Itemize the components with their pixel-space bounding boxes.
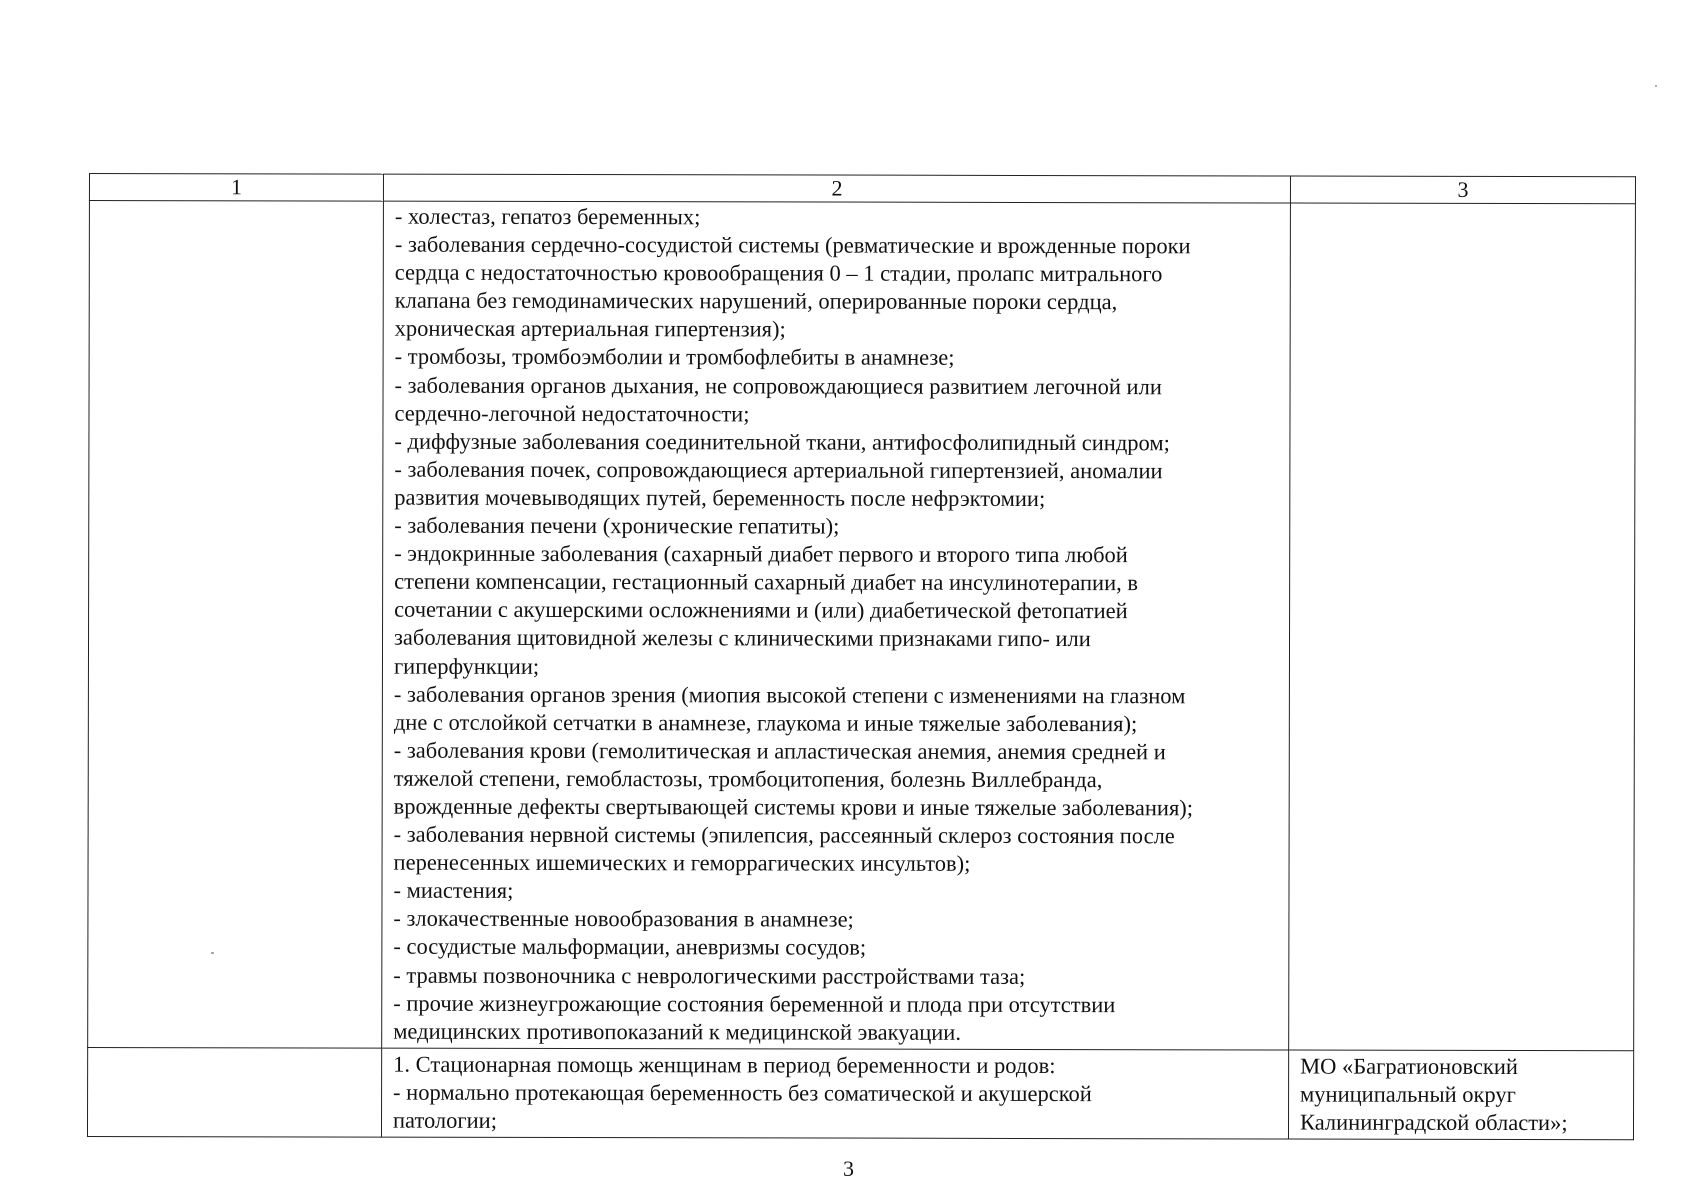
text-line: - заболевания печени (хронические гепатиты);: [394, 512, 840, 539]
header-cell-1: 1: [89, 174, 383, 202]
row1-cell-2: [382, 201, 1291, 1050]
text-line: - эндокринные заболевания (сахарный диабет первого и второго типа любой: [394, 540, 1128, 568]
table-row: [88, 201, 1636, 1051]
text-line: степени компенсации, гестационный сахарный диабет на инсулинотерапии, в: [394, 568, 1139, 596]
text-line: - заболевания крови (гемолитическая и апластическая анемия, анемия средней и: [393, 737, 1166, 765]
row1-col1-text: [90, 201, 383, 206]
document-table: [87, 173, 1636, 1140]
table-row: [87, 1047, 1633, 1140]
row2-col3-text: [1289, 1050, 1633, 1139]
text-line: - тромбозы, тромбоэмболии и тромбофлебиты в анамнезе;: [394, 344, 955, 371]
row1-cell-3: [1289, 203, 1636, 1051]
text-line: МО «Багратионовский: [1300, 1053, 1518, 1079]
row2-cell-1: [87, 1047, 381, 1137]
text-line: сердечно-легочной недостаточности;: [394, 400, 750, 427]
text-line: клапана без гемодинамических нарушений, оперированные пороки сердца,: [394, 287, 1118, 315]
header-cell-3: 3: [1290, 176, 1635, 204]
text-line: - заболевания почек, сопровождающиеся артериальной гипертензией, аномалии: [394, 456, 1163, 484]
text-line: перенесенных ишемических и геморрагических инсультов);: [393, 849, 971, 877]
row2-cell-2: [381, 1048, 1288, 1139]
text-line: гиперфункции;: [393, 653, 540, 679]
text-line: - нормально протекающая беременность без соматической и акушерской: [393, 1079, 1092, 1107]
page-number: 3: [843, 1156, 854, 1181]
text-line: дне с отслойкой сетчатки в анамнезе, глаукома и иные тяжелые заболевания);: [393, 709, 1138, 736]
scan-speck: [1655, 85, 1657, 87]
text-line: - заболевания нервной системы (эпилепсия, рассеянный склероз состояния после: [393, 821, 1175, 849]
header-cell-2: 2: [383, 174, 1290, 203]
text-line: - травмы позвоночника с неврологическими расстройствами таза;: [393, 962, 1026, 989]
text-line: сердца с недостаточностью кровообращения 0 – 1 стадии, пролапс митрального: [394, 259, 1163, 287]
row1-col3-text: [1291, 204, 1635, 209]
text-line: хроническая артериальная гипертензия);: [394, 316, 786, 342]
text-line: патологии;: [392, 1107, 498, 1133]
text-line: медицинских противопоказаний к медицинской эвакуации.: [393, 1018, 961, 1045]
text-line: - прочие жизнеугрожающие состояния беременной и плода при отсутствии: [393, 990, 1116, 1017]
text-line: сочетании с акушерскими осложнениями и (или) диабетической фетопатией: [394, 596, 1128, 624]
text-line: муниципальный округ: [1300, 1081, 1516, 1107]
text-line: врожденные дефекты свертывающей системы крови и иные тяжелые заболевания);: [393, 793, 1194, 821]
scan-speck: [211, 952, 214, 954]
table-header-row: [89, 174, 1635, 204]
row2-cell-3: [1288, 1050, 1633, 1140]
text-line: - сосудистые мальформации, аневризмы сосудов;: [393, 934, 867, 961]
text-line: 1. Стационарная помощь женщинам в период беременности и родов:: [393, 1051, 1056, 1078]
text-line: заболевания щитовидной железы с клиническими признаками гипо- или: [394, 625, 1091, 652]
row2-col2-text: [382, 1048, 1288, 1138]
row2-col1-text: [88, 1048, 381, 1053]
text-line: Калининградской области»;: [1299, 1109, 1568, 1136]
text-line: - заболевания сердечно-сосудистой системы (ревматические и врожденные пороки: [394, 231, 1191, 259]
row1-cell-1: [88, 201, 384, 1048]
text-line: - холестаз, гепатоз беременных;: [394, 203, 701, 230]
text-line: тяжелой степени, гемобластозы, тромбоцитопения, болезнь Виллебранда,: [393, 765, 1103, 792]
row1-col2-text: [382, 202, 1290, 1050]
text-line: - заболевания органов дыхания, не сопровождающиеся развитием легочной или: [394, 372, 1162, 399]
text-line: - миастения;: [393, 877, 514, 904]
text-line: - заболевания органов зрения (миопия высокой степени с изменениями на глазном: [393, 681, 1186, 708]
text-line: развития мочевыводящих путей, беременность после нефрэктомии;: [394, 484, 1046, 511]
text-line: - диффузные заболевания соединительной ткани, антифосфолипидный синдром;: [394, 428, 1170, 456]
text-line: - злокачественные новообразования в анамнезе;: [393, 905, 854, 932]
